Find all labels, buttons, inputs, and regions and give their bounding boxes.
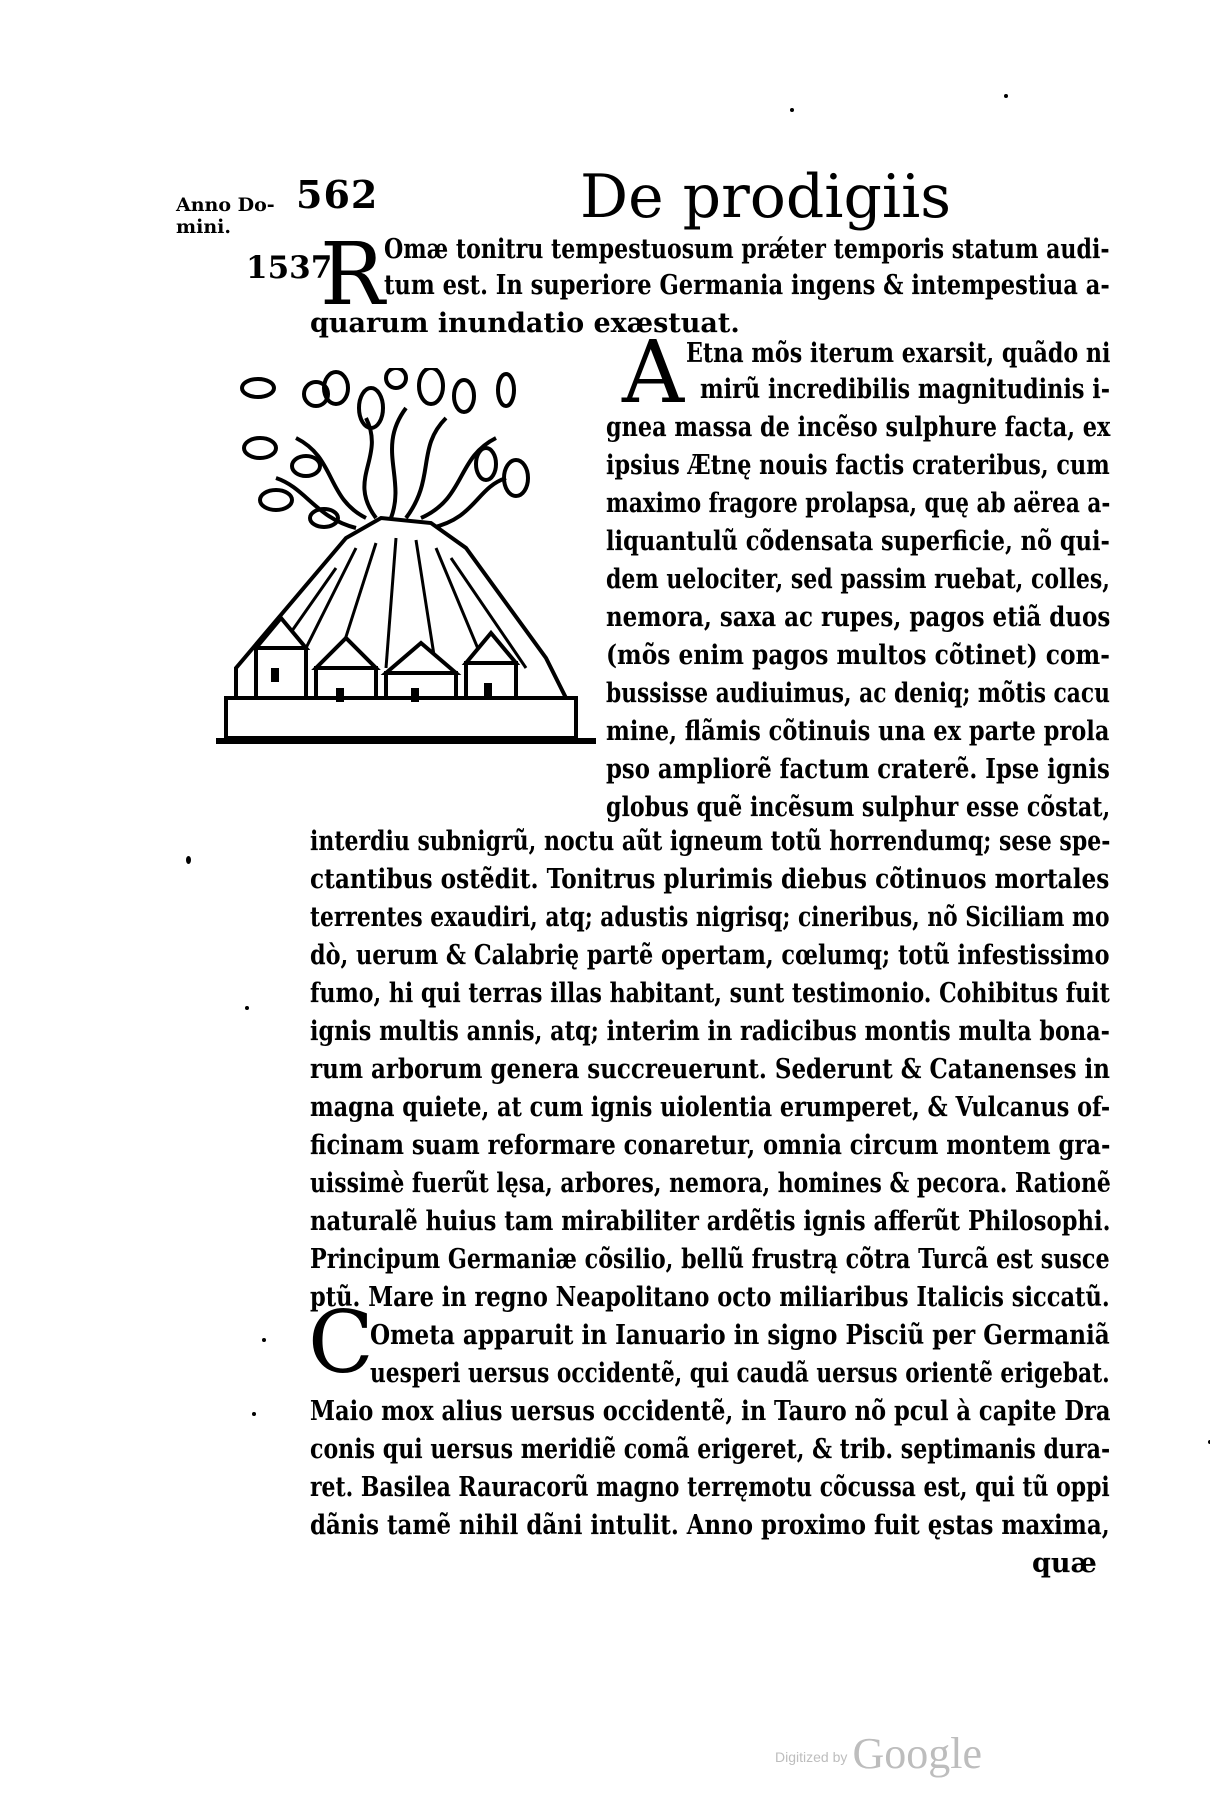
dropcap-a: A: [622, 323, 685, 423]
dropcap-r: R: [320, 225, 385, 325]
page-number: 562: [296, 172, 379, 217]
text-line: dò, uerum & Calabrię partẽ opertam, cœlumq; totũ infestissimo: [310, 940, 1110, 971]
text-line: ptũ. Mare in regno Neapolitano octo miliaribus Italicis siccatũ.: [310, 1282, 1110, 1313]
text-line: gnea massa de incẽso sulphure facta, ex: [606, 412, 1111, 443]
text-line: terrentes exaudiri, atq; adustis nigrisq; cineribus, nõ Siciliam mo: [310, 902, 1110, 933]
text-line: mine, flãmis cõtinuis una ex parte prola: [606, 716, 1110, 747]
text-line: Maio mox alius uersus occidentẽ, in Tauro nõ pcul à capite Dra: [310, 1396, 1111, 1427]
catchword: quæ: [1032, 1548, 1097, 1579]
text-line: naturalẽ huius tam mirabiliter ardẽtis ignis afferũt Philosophi.: [310, 1206, 1111, 1237]
etna-woodcut-illustration: [216, 368, 596, 768]
text-line: ignis multis annis, atq; interim in radicibus montis multa bona-: [310, 1016, 1110, 1047]
text-line: Omæ tonitru tempestuosum prǽter temporis statum audi-: [384, 234, 1110, 265]
text-line: dãnis tamẽ nihil dãni intulit. Anno proximo fuit ęstas maxima,: [310, 1510, 1110, 1541]
running-head: De prodigiis: [580, 162, 952, 232]
text-line: magna quiete, at cum ignis uiolentia erumperet, & Vulcanus of-: [310, 1092, 1111, 1123]
text-line: Ometa apparuit in Ianuario in signo Pisciũ per Germaniã: [370, 1320, 1110, 1351]
text-line: interdiu subnigrũ, noctu aũt igneum totũ horrendumq; sese spe-: [310, 826, 1111, 857]
text-line: rum arborum genera succreuerunt. Sederunt & Catanenses in: [310, 1054, 1110, 1085]
text-line: ipsius Ætnę nouis factis crateribus, cum: [606, 450, 1110, 481]
text-line: nemora, saxa ac rupes, pagos etiã duos: [606, 602, 1111, 633]
text-line: ret. Basilea Rauracorũ magno terręmotu cõcussa est, qui tũ oppi: [310, 1472, 1110, 1503]
google-logo-text: Google: [852, 1729, 982, 1778]
year-marginal: 1537: [246, 250, 333, 286]
text-line: (mõs enim pagos multos cõtinet) com-: [606, 640, 1110, 671]
text-line: fumo, hi qui terras illas habitant, sunt testimonio. Cohibitus fuit: [310, 978, 1110, 1009]
text-line: ctantibus ostẽdit. Tonitrus plurimis diebus cõtinuos mortales: [310, 864, 1110, 895]
dropcap-c: C: [308, 1293, 374, 1393]
text-line: pso ampliorẽ factum craterẽ. Ipse ignis: [606, 754, 1110, 785]
text-line: tum est. In superiore Germania ingens & intempestiua a-: [384, 270, 1110, 301]
text-line: dem uelociter, sed passim ruebat, colles,: [606, 564, 1110, 595]
text-line: conis qui uersus meridiẽ comã erigeret, & trib. septimanis dura-: [310, 1434, 1111, 1465]
text-line: ficinam suam reformare conaretur, omnia circum montem gra-: [310, 1130, 1111, 1161]
margin-note-anno-domini: Anno Do- mini.: [176, 194, 275, 238]
text-line: Etna mõs iterum exarsit, quãdo ni: [686, 338, 1111, 369]
watermark-prefix: Digitized by: [775, 1749, 848, 1765]
text-line: mirũ incredibilis magnitudinis i-: [700, 374, 1111, 405]
text-line: maximo fragore prolapsa, quę ab aërea a-: [606, 488, 1111, 519]
text-line: uesperi uersus occidentẽ, qui caudã uersus orientẽ erigebat.: [370, 1358, 1110, 1389]
digitized-by-google-watermark: [775, 1728, 982, 1779]
text-line: liquantulũ cõdensata superficie, nõ qui-: [606, 526, 1110, 557]
text-line: Principum Germaniæ cõsilio, bellũ frustrą cõtra Turcã est susce: [310, 1244, 1110, 1275]
text-line: quarum inundatio exæstuat.: [310, 308, 740, 339]
text-line: bussisse audiuimus, ac deniq; mõtis cacu: [606, 678, 1110, 709]
text-line: globus quẽ incẽsum sulphur esse cõstat,: [606, 792, 1111, 823]
text-line: uissimè fuerũt lęsa, arbores, nemora, homines & pecora. Rationẽ: [310, 1168, 1111, 1199]
